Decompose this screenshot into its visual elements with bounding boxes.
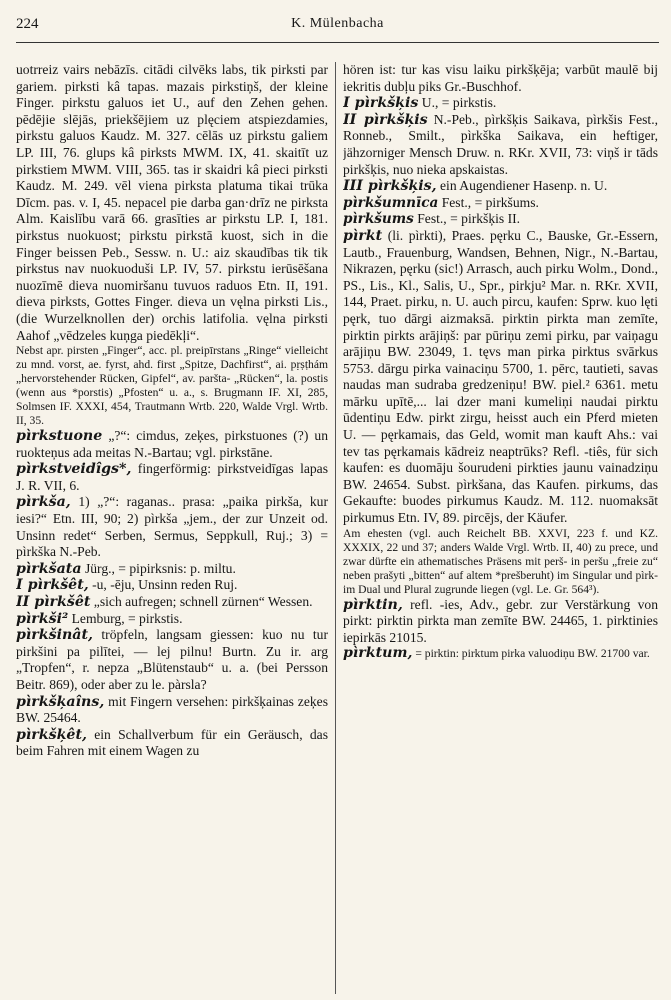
entry-headword: III pìrkšķis, — [343, 178, 437, 195]
entry-headword: pìrkstveidîgs*, — [16, 461, 132, 478]
entry-headword: pìrktum, — [343, 645, 413, 662]
entry-text: U., = pirkstis. — [418, 95, 497, 111]
entry-text: -u, -ēju, Unsinn reden Ruj. — [88, 577, 238, 593]
dictionary-entry — [16, 577, 328, 594]
entry-text: Fest., = pirkšums. — [438, 194, 539, 210]
entry-headword: pìrkt — [343, 227, 383, 244]
left-column — [16, 62, 328, 994]
page-number: 224 — [16, 16, 39, 32]
entry-text: refl. -ies, Adv., gebr. zur Verstärkung von pirkt: pirktin pirkta man zemīte BW. 24465, 1. pirktinies iepirkās 21015. — [343, 596, 658, 645]
dictionary-entry — [343, 195, 658, 212]
entry-text: mit Fingern versehen: pirkšķainas zeķes BW. 25464. — [16, 693, 328, 726]
entry-continuation — [16, 62, 328, 344]
column-divider — [335, 62, 336, 994]
entry-headword: pìrkši² — [16, 610, 69, 627]
entry-headword: pìrkšumnīca — [343, 194, 439, 211]
entry-text: Lemburg, = pirkstis. — [68, 610, 183, 626]
dictionary-entry — [343, 112, 658, 178]
right-column — [343, 62, 658, 994]
entry-continuation — [16, 344, 328, 428]
entry-text: tröpfeln, langsam giessen: kuo nu tur pirkšini pa pilītei, — lej pilnu! Burtn. Zu ir. arg „Tropfen“, r. nepza „Blütenstaub“ u. a. (bei Persson Beitr. 869), oder aber zu le. pàrsla? — [16, 627, 328, 692]
entry-headword: pìrktin, — [343, 596, 403, 613]
entry-text: „sich aufregen; schnell zürnen“ Wessen. — [90, 594, 313, 610]
entry-headword: I pìrkšķis — [343, 95, 419, 112]
entry-text: „?“: cimdus, zeķes, pirkstuones (?) un ruokteņus ada meitas N.-Bartau; vgl. pirkstāne. — [16, 428, 328, 460]
entry-headword: pìrkšums — [343, 211, 414, 228]
entry-text: (li. pìrkti), Praes. pęrku C., Bauske, Gr.-Essern, Lautb., Frauenburg, Wandsen, Behnen, Nigr., N.-Bartau, Nikrazen, pęrku (sic!) Arrasch, auch pirku Wolm., Dond., PS., Lis., Kl., Salis, U., Spr., pirkju² Mar. n. RKr. XVII, 144, Praet. pirku, n. U. auch pircu, kaufen: Sprw. kuo lęti pęrk, tuo dārgi aizmaksā. pirktin pirkta man zemīte, pirktin pirkts arājiņš: par pūriņu zemi pirku, par vaiņagu arājiņu BW. 23049, 1. tęvs man pirka pirktus svārkus 5753. dārgu pirka vainaciņu 5700, 1. pērc, tautieti, savas naudas man sudraba gredzeniņu! BW. piel.² 6361. metu mārku upītē,... lai dzer mani kumeliņi naudai pirktu ūdentiņu Edw. pirkt zirgu, heisst auch ein Pferd mieten U. — pęrkamais, das Geld, womit man kauft Ahs.: vai tev tas pęrkamais kādreiz neaptrūks? Refl. -tiês, für sich kaufen: es duomāju šourudeni pirkties jaunu vainadziņu BW. 24654. Subst. pìrkšana, das Kaufen. pirkums, das Gekaufte: buodes pirkumus Kaudz. M. 112. nuomaksāt pirkumus Etn. IV, 89. pircējs, der Käufer. — [343, 227, 658, 526]
entry-text: Am ehesten (vgl. auch Reichelt BB. XXVI, 223 f. und KZ. XXXIX, 22 und 37; anders Walde Vrgl. Wrtb. II, 40) zu prece, und zwar dürfte ein athematisches Präsens mit perš- in peršu „freie zu“ neben prašyti „bitten“ auf altem *prešberuht) im Singular und pìrk- im Dual und Plural zugrunde liegen (vgl. Le. Gr. 564³). — [343, 526, 658, 596]
entry-headword: pìrkstuone — [16, 428, 103, 445]
entry-text: 1) „?“: raganas.. prasa: „paika pirkša, kur iesi?“ Etn. III, 90; 2) pìrkša „jem., der zur Unzeit od. Unsinn redet“ Serben, Sermus, Seppkull, Ruj.; 3) = pìrkška N.-Peb. — [16, 494, 328, 560]
page-header — [16, 14, 659, 43]
dictionary-entry — [343, 178, 658, 195]
entry-text: uotrreiz vairs nebāzīs. citādi cilvēks labs, tik pirksti par gariem. pirksti kâ tapas. mazais pirkstiņš, der kleine Finger. pirkstu galuos iet U., auf den Zehen gehen. pēdējie slējās, priekšējiem uz plęciem atspiezdamies, pirkstu galuos Kaudz. M. 327. cēlās uz pirkstu galiem LP. III, 76. glups kâ pirksts MWM. IX, 41. skaitīt uz pirkstiem MWM. VIII, 365. tas ir skaidri kâ pieci pirksti Kaudz. M. 249. vēl viena pirksta platuma tikai trūka Dīcm. pas. v. I, 45. nepacel pie darba gan·drīz ne pirksta Alm. Kaislību varā 66. grasīties ar pirkstu LP. I, 181. pirkstus nuokuost; pirkstu pirkstā kuost, sich in die Finger beissen Peb., Sessw. n. U.: aiz skaudības tik tik pirkstus nav nuokuoduši LP. IV, 57. pirkstu ierūsēšana nuozīmē dieva nuomiršanu tuvuos raduos Etn. II, 191. dieva pirksts, Gottes Finger. dieva un vęlna pirksti Lis., (die Wurzelknollen der) orchis latifolia. vęlna pirksti Aahof „vēdzeles kuņga piedēkļi“. — [16, 62, 328, 343]
dictionary-entry — [16, 461, 328, 494]
dictionary-entry — [16, 428, 328, 461]
entry-headword: I pìrkšêt, — [16, 577, 89, 594]
running-title: K. Mülenbacha — [291, 16, 384, 31]
entry-headword: pìrkšinât, — [16, 627, 93, 644]
dictionary-entry — [16, 561, 328, 578]
entry-text: Jürg., = pipirksnis: p. miltu. — [81, 560, 236, 576]
entry-text: ein Augendiener Hasenp. n. U. — [436, 178, 608, 194]
dictionary-entry — [343, 228, 658, 527]
entry-continuation — [343, 527, 658, 597]
dictionary-entry — [16, 727, 328, 760]
dictionary-entry — [343, 597, 658, 647]
dictionary-entry — [16, 611, 328, 628]
entry-headword: pìrkšata — [16, 560, 82, 577]
entry-text: N.-Peb., pìrkšķis Saikava, pìrkšis Fest., Ronneb., Smilt., pìrkška Saikava, ein heftiger, jähzorniger Mensch Druw. n. RKr. XVII, 73: viņš ir tāds pirkšķis, nuo nieka apskaistas. — [343, 111, 658, 177]
dictionary-entry — [343, 211, 658, 228]
dictionary-entry — [343, 646, 658, 661]
entry-continuation — [343, 62, 658, 95]
dictionary-entry — [16, 594, 328, 611]
entry-headword: II pìrkšķis — [343, 111, 428, 128]
entry-text: Nebst apr. pirsten „Finger“, acc. pl. preipīrstans „Ringe“ vielleicht zu mnd. vorst, ae. fyrst, ahd. first „Spitze, Dachfirst“, ai. pṛṣṭhám „hervorstehender Rücken, Gipfel“, av. paršta- „Rücken“, la. postis (wenn aus *porstis) „Pfosten“ u. a., s. Brugmann IF. XI, 285, Solmsen IF. XXXI, 454, Trautmann Wrtb. 220, Walde Vrgl. Wrtb. II, 35. — [16, 344, 328, 428]
entry-headword: pìrkšķêt, — [16, 726, 87, 743]
entry-headword: pìrkšķaîns, — [16, 693, 105, 710]
dictionary-entry — [343, 95, 658, 112]
entry-headword: II pìrkšêt — [16, 594, 91, 611]
dictionary-entry — [16, 694, 328, 727]
entry-text: ein Schallverbum für ein Geräusch, das beim Fahren mit einem Wagen zu — [16, 726, 328, 759]
entry-text: = pirktin: pirktum pirka valuodiņu BW. 21700 var. — [412, 647, 650, 661]
entry-headword: pìrkša, — [16, 494, 71, 511]
entry-text: Fest., = pirkšķis II. — [413, 211, 521, 227]
entry-text: hören ist: tur kas visu laiku pirkšķēja; varbūt maulē bij iekritis dubļu piks Gr.-Buschhof. — [343, 62, 658, 94]
dictionary-entry — [16, 627, 328, 693]
dictionary-entry — [16, 494, 328, 560]
entry-text: fingerförmig: pirkstveidīgas lapas J. R. VII, 6. — [16, 461, 328, 493]
